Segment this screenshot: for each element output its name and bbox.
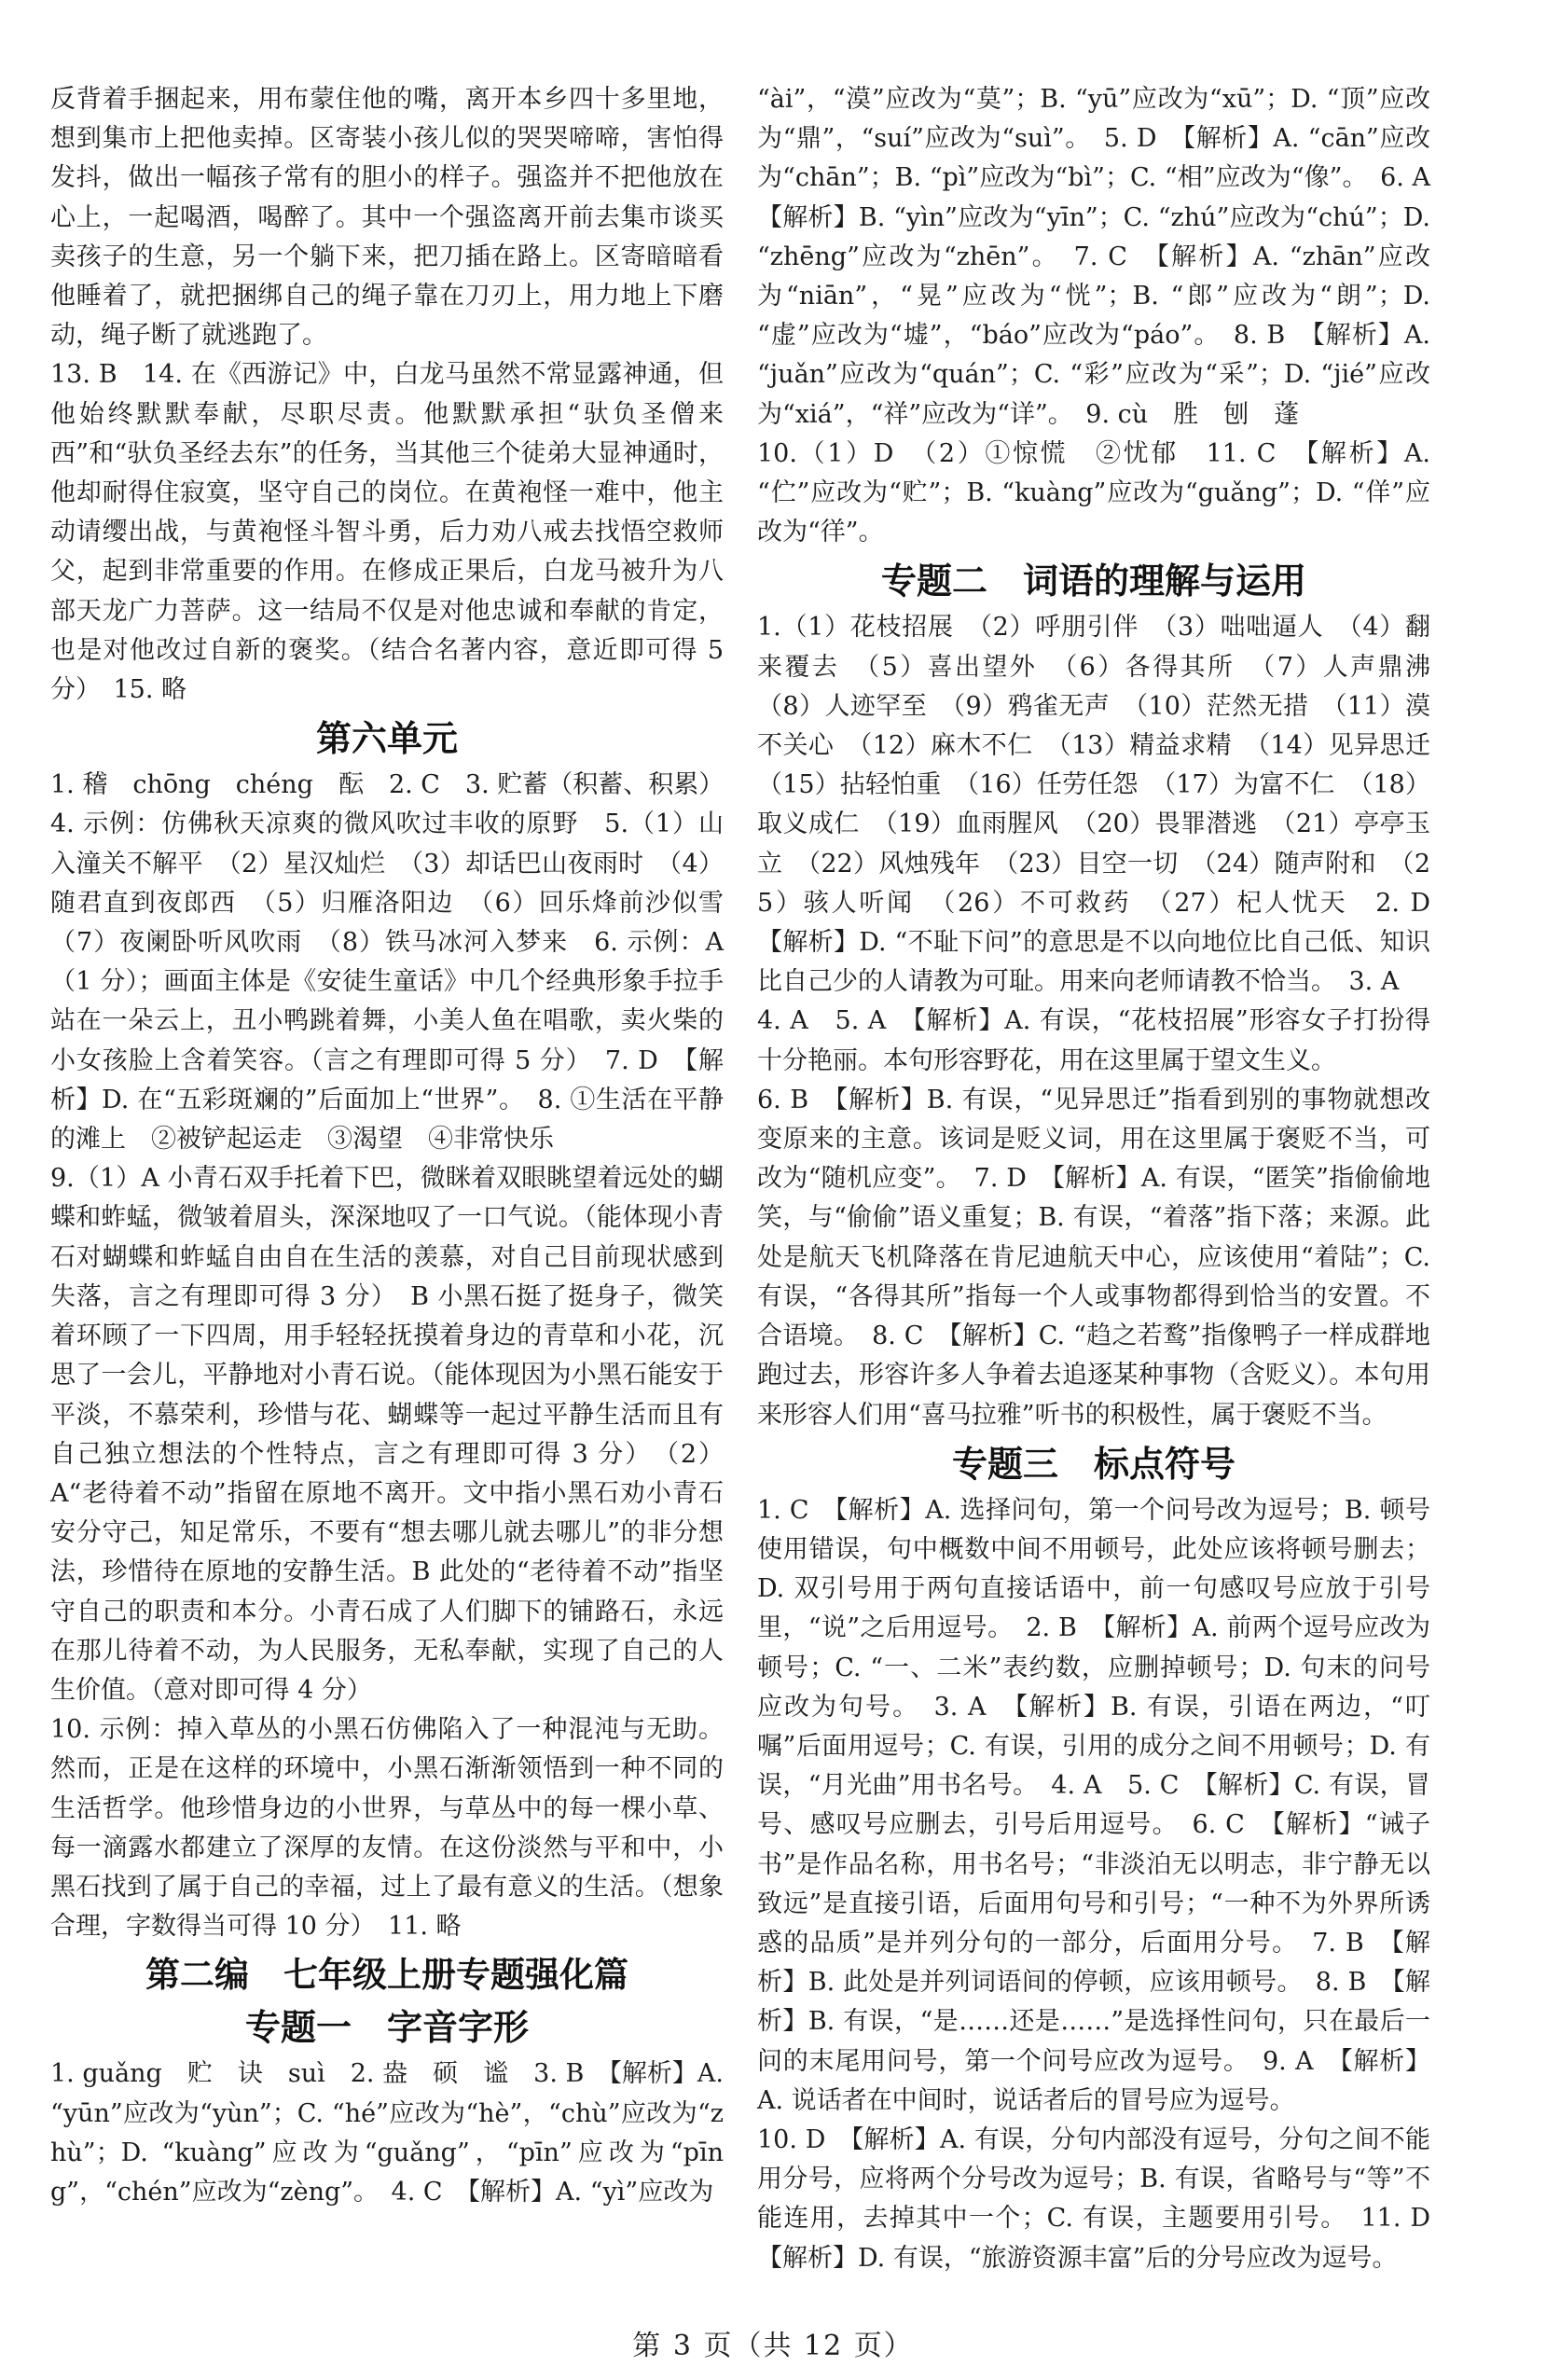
answer-13-15: 13. B 14. 在《西游记》中，白龙马虽然不常显露神通，但他始终默默奉献，尽职尽责。他默默承担“驮负圣僧来西”和“驮负圣经去东”的任务，当其他三个徒弟大显神通时，他却耐得住寂寞，坚守自己的岗位。在黄袍怪一难中，他主动请缨出战，与黄袍怪斗智斗勇，后力劝八戒去找悟空救师父，起到非常重要的作用。在修成正果后，白龙马被升为八部天龙广力菩萨。这一结局不仅是对他忠诚和奉献的肯定，也是对他改过自新的褒奖。（结合名著内容，意近即可得 5 分） 15. 略 bbox=[50, 360, 724, 705]
left-column bbox=[50, 80, 749, 2212]
topic2-answers-4-5: 4. A 5. A 【解析】A. 有误，“花枝招展”形容女子打扮得十分艳丽。本句形容野花，用在这里属于望文生义。 bbox=[757, 1006, 1430, 1075]
topic2-answers-6-8: 6. B 【解析】B. 有误，“见异思迁”指看到别的事物就想改变原来的主意。该词是贬义词，用在这里属于褒贬不当，可改为“随机应变”。 7. D 【解析】A. 有误，“匿笑”指偷偷地笑，与“偷偷”语义重复；B. 有误，“着落”指下落；来源。此处是航天飞机降落在肯尼迪航天中心，应该使用“着陆”；C. 有误，“各得其所”指每一个人或事物都得到恰当的安置。不合语境。 8. C 【解析】C. “趋之若鹜”指像鸭子一样成群地跑过去，形容许多人争着去追逐某种事物（含贬义）。本句用来形容人们用“喜马拉雅”听书的积极性，属于褒贬不当。 bbox=[757, 1085, 1430, 1430]
topic1-heading: 专题一 字音字形 bbox=[244, 2007, 529, 2049]
story-translation-paragraph: 反背着手捆起来，用布蒙住他的嘴，离开本乡四十多里地，想到集市上把他卖掉。区寄装小孩儿似的哭哭啼啼，害怕得发抖，做出一幅孩子常有的胆小的样子。强盗并不把他放在心上，一起喝酒，喝醉了。其中一个强盗离开前去集市谈买卖孩子的生意，另一个躺下来，把刀插在路上。区寄暗暗看他睡着了，就把捆绑自己的绳子靠在刀刃上，用力地上下磨动，绳子断了就逃跑了。 bbox=[50, 85, 724, 351]
topic1-answers-1-4: 1. guǎng 贮 诀 suì 2. 盎 硕 谧 3. B 【解析】A. “yūn”应改为“yùn”；C. “hé”应改为“hè”，“chù”应改为“zhù”；D. “kuàng”应改为“guǎng”，“pīn”应改为“pīng”，“chén”应改为“zèng”。 4. C 【解析】A. “yì”应改为 bbox=[50, 2059, 724, 2207]
unit6-answers-4-8: 4. 示例：仿佛秋天凉爽的微风吹过丰收的原野 5.（1）山入潼关不解平 （2）星汉灿烂 （3）却话巴山夜雨时 （4）随君直到夜郎西 （5）归雁洛阳边 （6）回乐烽前沙似雪 （7）夜阑卧听风吹雨 （8）铁马冰河入梦来 6. 示例：A（1 分）；画面主体是《安徒生童话》中几个经典形象手拉手站在一朵云上，丑小鸭跳着舞，小美人鱼在唱歌，卖火柴的小女孩脸上含着笑容。（言之有理即可得 5 分） 7. D 【解析】D. 在“五彩斑斓的”后面加上“世界”。 8. ①生活在平静的滩上 ②被铲起运走 ③渴望 ④非常快乐 bbox=[50, 809, 749, 1155]
topic3-heading: 专题三 标点符号 bbox=[951, 1443, 1235, 1485]
page-footer: 第 3 页（共 12 页） bbox=[632, 2330, 914, 2362]
section-heading-unit6: 第六单元 bbox=[315, 718, 458, 760]
topic1-answers-10-11: 10.（1）D （2）①惊慌 ②忧郁 11. C 【解析】A. “伫”应改为“贮”；B. “kuàng”应改为“guǎng”；D. “佯”应改为“徉”。 bbox=[757, 438, 1430, 547]
part2-heading: 第二编 七年级上册专题强化篇 bbox=[145, 1955, 628, 1996]
unit6-answers-1-3: 1. 稽 chōng chéng 酝 2. C 3. 贮蓄（积蓄、积累） bbox=[50, 770, 725, 800]
topic1-answers-cont: “ài”，“漠”应改为“莫”；B. “yū”应改为“xū”；D. “顶”应改为“鼎”，“suí”应改为“suì”。 5. D 【解析】A. “cān”应改为“chān”；B. “pì”应改为“bì”；C. “相”应改为“像”。 6. A 【解析】B. “yìn”应改为“yīn”；C. “zhú”应改为“chú”；D. “zhēng”应改为“zhēn”。 7. C 【解析】A. “zhān”应改为“niān”，“晃”应改为“恍”；B. “郎”应改为“朗”；D. “虚”应改为“墟”，“báo”应改为“páo”。 8. B 【解析】A. “juǎn”应改为“quán”；C. “彩”应改为“采”；D. “jié”应改为“xiá”，“祥”应改为“详”。 9. cù 胜 刨 蓬 bbox=[757, 85, 1456, 429]
topic3-answers-10-11: 10. D 【解析】A. 有误，分句内部没有逗号，分句之间不能用分号，应将两个分号改为逗号；B. 有误，省略号与“等”不能连用，去掉其中一个；C. 有误，主题要用引号。 11. D 【解析】D. 有误，“旅游资源丰富”后的分号应改为逗号。 bbox=[757, 2124, 1456, 2273]
topic2-heading: 专题二 词语的理解与运用 bbox=[880, 560, 1306, 602]
topic2-answers-1-3: 1.（1）花枝招展 （2）呼朋引伴 （3）咄咄逼人 （4）翻来覆去 （5）喜出望外 （6）各得其所 （7）人声鼎沸 （8）人迹罕至 （9）鸦雀无声 （10）茫然无措 （11）漠不关心 （12）麻木不仁 （13）精益求精 （14）见异思迁 （15）拈轻怕重 （16）任劳任怨 （17）为富不仁 （18）取义成仁 （19）血雨腥风 （20）畏罪潜逃 （21）亭亭玉立 （22）风烛残年 （23）目空一切 （24）随声附和 （25）骇人听闻 （26）不可救药 （27）杞人忧天 2. D 【解析】D. “不耻下问”的意思是不以向地位比自己低、知识比自己少的人请教为可耻。用来向老师请教不恰当。 3. A bbox=[757, 613, 1456, 997]
right-column bbox=[757, 80, 1456, 2278]
unit6-answer-9: 9.（1）A 小青石双手托着下巴，微眯着双眼眺望着远处的蝴蝶和蚱蜢，微皱着眉头，深深地叹了一口气说。（能体现小青石对蝴蝶和蚱蜢自由自在生活的羡慕，对自己目前现状感到失落，言之有理即可得 3 分） B 小黑石挺了挺身子，微笑着环顾了一下四周，用手轻轻抚摸着身边的青草和小花，沉思了一会儿，平静地对小青石说。（能体现因为小黑石能安于平淡，不慕荣利，珍惜与花、蝴蝶等一起过平静生活而且有自己独立想法的个性特点，言之有理即可得 3 分） （2）A“老待着不动”指留在原地不离开。文中指小黑石劝小青石安分守己，知足常乐，不要有“想去哪儿就去哪儿”的非分想法，珍惜待在原地的安静生活。B 此处的“老待着不动”指坚守自己的职责和本分。小青石成了人们脚下的铺路石，永远在那儿待着不动，为人民服务，无私奉献，实现了自己的人生价值。（意对即可得 4 分） bbox=[50, 1164, 724, 1705]
topic3-answers-1-9: 1. C 【解析】A. 选择问句，第一个问号改为逗号；B. 顿号使用错误，句中概数中间不用顿号，此处应该将顿号删去；D. 双引号用于两句直接话语中，前一句感叹号应放于引号里，“说”之后用逗号。 2. B 【解析】A. 前两个逗号应改为顿号；C. “一、二米”表约数，应删掉顿号；D. 句末的问号应改为句号。 3. A 【解析】B. 有误，引语在两边，“叮嘱”后面用逗号；C. 有误，引用的成分之间不用顿号；D. 有误，“月光曲”用书名号。 4. A 5. C 【解析】C. 有误，冒号、感叹号应删去，引号后用逗号。 6. C 【解析】“诫子书”是作品名称，用书名号；“非淡泊无以明志，非宁静无以致远”是直接引语，后面用句号和引号；“一种不为外界所诱惑的品质”是并列分句的一部分，后面用分号。 7. B 【解析】B. 此处是并列词语间的停顿，应该用顿号。 8. B 【解析】B. 有误，“是……还是……”是选择性问句，只在最后一问的末尾用问号，第一个问号应改为逗号。 9. A 【解析】A. 说话者在中间时，说话者后的冒号应为逗号。 bbox=[757, 1495, 1430, 2115]
unit6-answer-10-11: 10. 示例：掉入草丛的小黑石仿佛陷入了一种混沌与无助。然而，正是在这样的环境中，小黑石渐渐领悟到一种不同的生活哲学。他珍惜身边的小世界，与草丛中的每一棵小草、每一滴露水都建立了深厚的友情。在这份淡然与平和中，小黑石找到了属于自己的幸福，过上了最有意义的生活。（想象合理，字数得当可得 10 分） 11. 略 bbox=[50, 1715, 724, 1942]
